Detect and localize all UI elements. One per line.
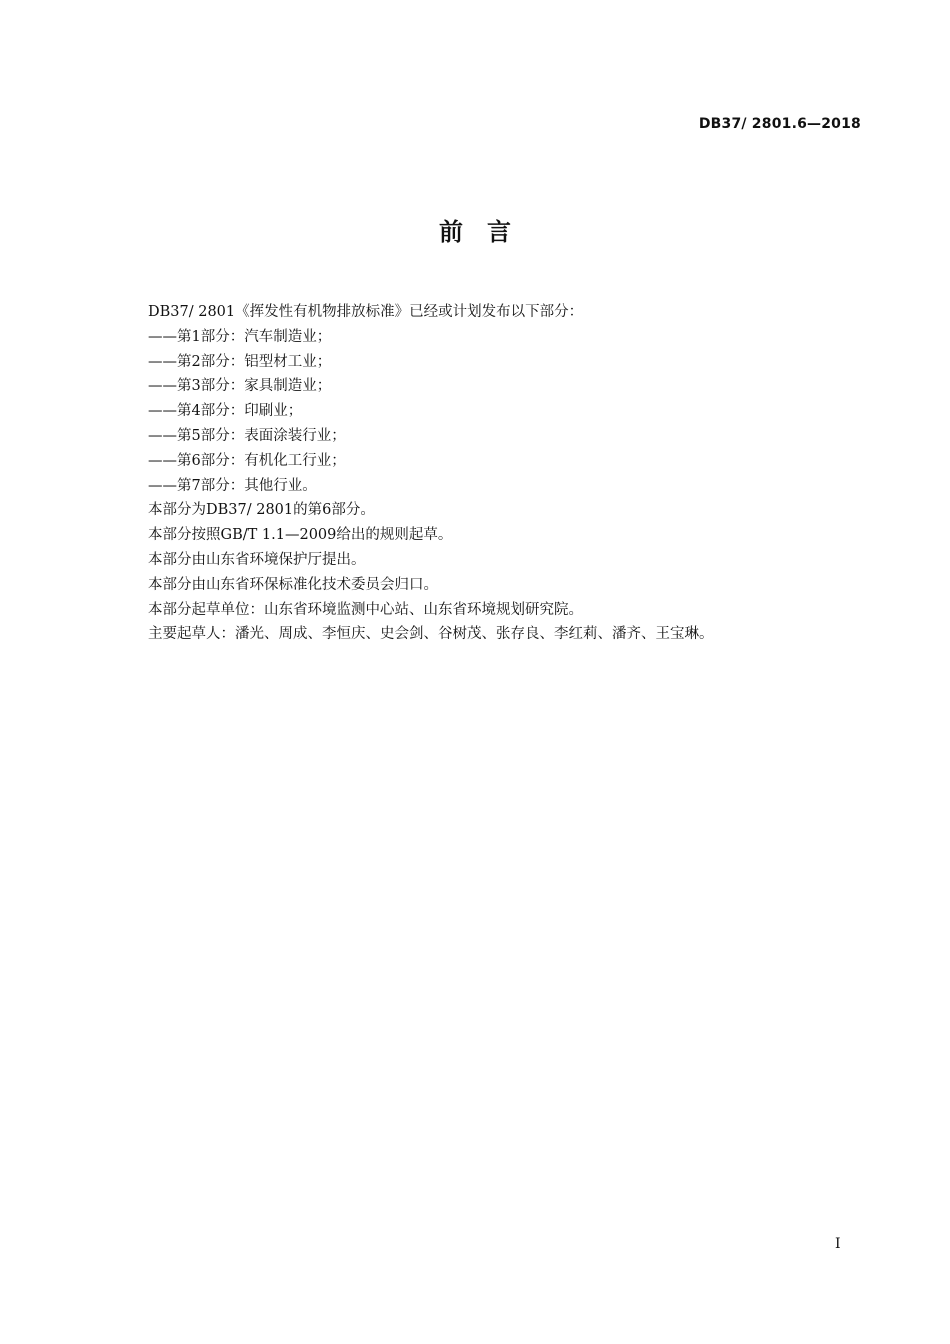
part-statement: 本部分为DB37/ 2801的第6部分。 — [148, 502, 375, 519]
drafting-rules-statement: 本部分按照GB/T 1.1—2009给出的规则起草。 — [148, 527, 453, 544]
part-list-item-3: ——第3部分：家具制造业； — [148, 378, 332, 395]
page-title: 前 言 — [439, 218, 511, 246]
foreword-body — [148, 300, 848, 647]
part-list-item-6: ——第6部分：有机化工行业； — [148, 452, 346, 469]
drafting-units-statement: 本部分起草单位：山东省环境监测中心站、山东省环境规划研究院。 — [148, 601, 583, 618]
intro-line: DB37/ 2801《挥发性有机物排放标准》已经或计划发布以下部分： — [148, 304, 584, 320]
drafters-statement: 主要起草人：潘光、周成、李恒庆、史会剑、谷树茂、张存良、李红莉、潘齐、王宝琳。 — [148, 626, 714, 643]
part-list-item-5: ——第5部分：表面涂装行业； — [148, 427, 346, 444]
part-list-item-2: ——第2部分：铝型材工业； — [148, 353, 332, 370]
part-list-item-4: ——第4部分：印刷业； — [148, 403, 303, 420]
page-number: I — [835, 1236, 841, 1252]
document-code: DB37/ 2801.6—2018 — [698, 116, 861, 132]
part-list-item-7: ——第7部分：其他行业。 — [148, 477, 317, 494]
committee-statement: 本部分由山东省环保标准化技术委员会归口。 — [148, 576, 438, 593]
part-list-item-1: ——第1部分：汽车制造业； — [148, 328, 332, 345]
proposer-statement: 本部分由山东省环境保护厅提出。 — [148, 551, 366, 568]
